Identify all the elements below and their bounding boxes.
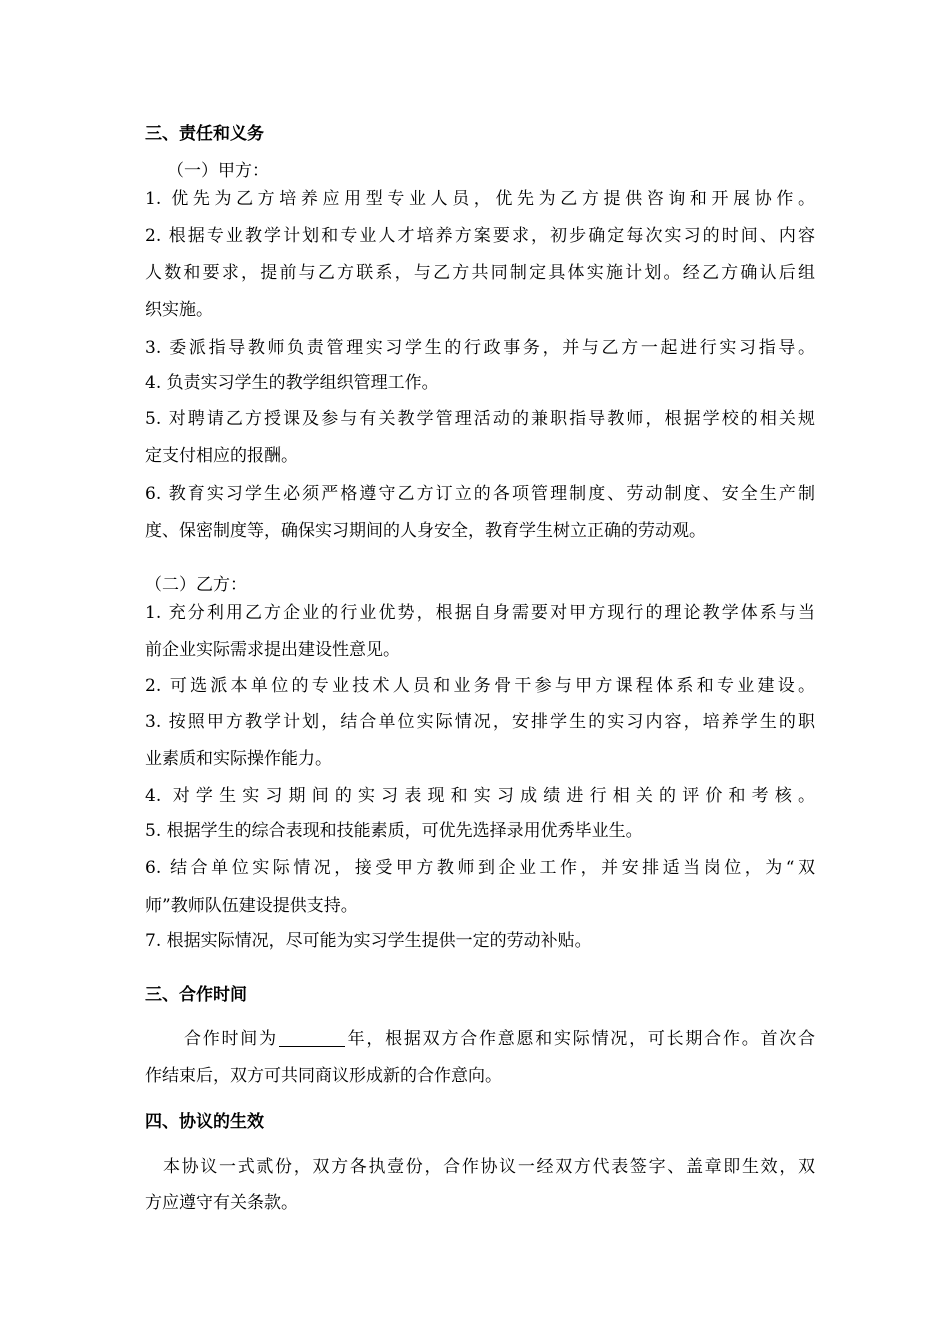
- section-title-effectiveness: 四、协议的生效: [145, 1112, 264, 1132]
- party-a-item-4: 4. 负责实习学生的教学组织管理工作。: [145, 373, 439, 393]
- effectiveness-line-1: 本协议一式贰份，双方各执壹份，合作协议一经双方代表签字、盖章即生效，双: [163, 1157, 815, 1177]
- party-a-item-5-line-2: 定支付相应的报酬。: [145, 446, 298, 466]
- party-b-item-3-line-1: 3. 按照甲方教学计划，结合单位实际情况，安排学生的实习内容，培养学生的职: [145, 712, 815, 732]
- party-b-item-1-line-2: 前企业实际需求提出建设性意见。: [145, 640, 400, 660]
- cooperation-suffix: 年，根据双方合作意愿和实际情况，可长期合作。首次合: [345, 1029, 816, 1049]
- party-b-item-5: 5. 根据学生的综合表现和技能素质，可优先选择录用优秀毕业生。: [145, 821, 643, 841]
- party-a-heading: （一）甲方：: [167, 161, 269, 181]
- party-b-item-6-line-2: 师”教师队伍建设提供支持。: [145, 896, 358, 916]
- party-a-item-2-line-2: 人数和要求，提前与乙方联系，与乙方共同制定具体实施计划。经乙方确认后组: [145, 263, 815, 283]
- party-a-item-1: 1. 优先为乙方培养应用型专业人员，优先为乙方提供咨询和开展协作。: [145, 189, 815, 209]
- cooperation-line-1: [184, 1026, 815, 1052]
- party-b-item-7: 7. 根据实际情况，尽可能为实习学生提供一定的劳动补贴。: [145, 931, 592, 951]
- party-b-item-1-line-1: 1. 充分利用乙方企业的行业优势，根据自身需要对甲方现行的理论教学体系与当: [145, 603, 815, 623]
- section-title-cooperation-time: 三、合作时间: [145, 985, 247, 1005]
- party-a-item-3: 3. 委派指导教师负责管理实习学生的行政事务，并与乙方一起进行实习指导。: [145, 338, 815, 358]
- party-b-item-3-line-2: 业素质和实际操作能力。: [145, 749, 332, 769]
- party-a-item-2-line-1: 2. 根据专业教学计划和专业人才培养方案要求，初步确定每次实习的时间、内容: [145, 226, 815, 246]
- cooperation-prefix: 合作时间为: [184, 1029, 278, 1049]
- party-b-heading: （二）乙方：: [145, 575, 247, 595]
- party-a-item-5-line-1: 5. 对聘请乙方授课及参与有关教学管理活动的兼职指导教师，根据学校的相关规: [145, 409, 815, 429]
- party-b-item-4: 4. 对学生实习期间的实习表现和实习成绩进行相关的评价和考核。: [145, 786, 815, 806]
- cooperation-line-2: 作结束后，双方可共同商议形成新的合作意向。: [145, 1066, 502, 1086]
- party-a-item-6-line-1: 6. 教育实习学生必须严格遵守乙方订立的各项管理制度、劳动制度、安全生产制: [145, 484, 815, 504]
- party-a-item-6-line-2: 度、保密制度等，确保实习期间的人身安全，教育学生树立正确的劳动观。: [145, 521, 706, 541]
- party-b-item-6-line-1: 6. 结合单位实际情况，接受甲方教师到企业工作，并安排适当岗位，为“双: [145, 858, 815, 878]
- section-title-responsibilities: 三、责任和义务: [145, 124, 264, 144]
- party-b-item-2: 2. 可选派本单位的专业技术人员和业务骨干参与甲方课程体系和专业建设。: [145, 676, 815, 696]
- effectiveness-line-2: 方应遵守有关条款。: [145, 1193, 298, 1213]
- years-blank-field[interactable]: [279, 1028, 345, 1047]
- party-a-item-2-line-3: 织实施。: [145, 300, 213, 320]
